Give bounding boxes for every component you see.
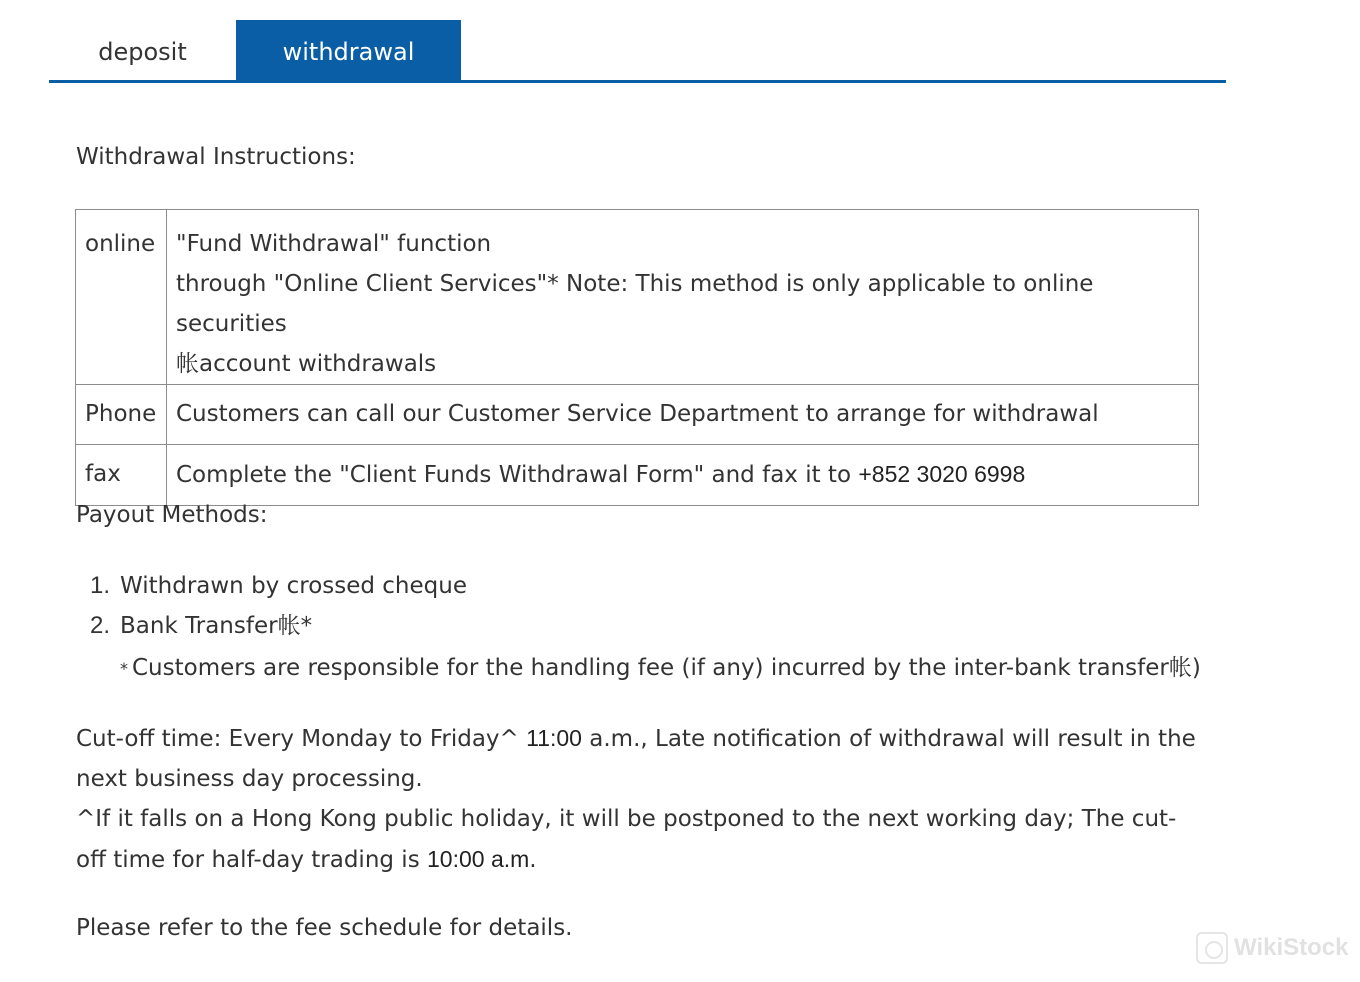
wikistock-logo-icon <box>1196 932 1228 964</box>
holiday-text: ^If it falls on a Hong Kong public holiday, it will be postponed to the next working day; The cut-off time for half-day trading is <box>76 806 1177 873</box>
cutoff-text: Cut-off time: Every Monday to Friday^ <box>76 726 527 752</box>
cutoff-text: a.m., Late notification of withdrawal will result in the next business day processing. <box>76 726 1196 792</box>
watermark-text: WikiStock <box>1234 934 1349 961</box>
withdrawal-instructions-title: Withdrawal Instructions: <box>76 144 356 170</box>
holiday-text-end: . <box>529 847 537 873</box>
payout-item-text: Withdrawn by crossed cheque <box>120 573 467 599</box>
fee-schedule-reference: Please refer to the fee schedule for details. <box>76 915 573 941</box>
fax-number: +852 3020 6998 <box>858 461 1026 487</box>
table-row <box>76 445 1199 506</box>
method-phone-description: Customers can call our Customer Service Department to arrange for withdrawal <box>167 385 1199 445</box>
note-text: Customers are responsible for the handling fee (if any) incurred by the inter-bank transfer帐) <box>132 655 1201 681</box>
method-online-description <box>167 210 1199 385</box>
table-row <box>76 385 1199 445</box>
list-number: 1. <box>90 572 111 599</box>
list-item <box>90 606 467 646</box>
transfer-fee-note <box>120 648 1201 689</box>
description-line: through "Online Client Services"* Note: This method is only applicable to online securities <box>176 271 1094 337</box>
payout-methods-list <box>90 566 467 646</box>
payout-item-text: Bank Transfer帐* <box>120 613 313 639</box>
cutoff-line-1 <box>76 718 1196 799</box>
method-online-cell: online <box>76 210 167 385</box>
method-fax-cell: fax <box>76 445 167 506</box>
withdrawal-methods-table <box>75 209 1199 506</box>
list-item <box>90 566 467 606</box>
tab-deposit[interactable]: deposit <box>49 20 236 80</box>
note-star: * <box>120 658 128 678</box>
description-line: "Fund Withdrawal" function <box>176 231 492 257</box>
list-number: 2. <box>90 612 111 639</box>
cutoff-time-paragraph <box>76 718 1196 880</box>
description-line: 帐account withdrawals <box>176 351 437 377</box>
cutoff-time: 11:00 <box>526 725 582 751</box>
tab-bar <box>49 20 1226 83</box>
wikistock-watermark <box>1196 928 1348 968</box>
fax-instruction-text: Complete the "Client Funds Withdrawal Form" and fax it to <box>176 462 859 488</box>
method-fax-description <box>167 445 1199 506</box>
half-day-cutoff-time: 10:00 a.m <box>427 846 530 872</box>
table-row <box>76 210 1199 385</box>
cutoff-line-2 <box>76 799 1196 880</box>
tab-withdrawal[interactable]: withdrawal <box>236 20 461 80</box>
payout-methods-title: Payout Methods: <box>76 502 268 528</box>
method-phone-cell: Phone <box>76 385 167 445</box>
